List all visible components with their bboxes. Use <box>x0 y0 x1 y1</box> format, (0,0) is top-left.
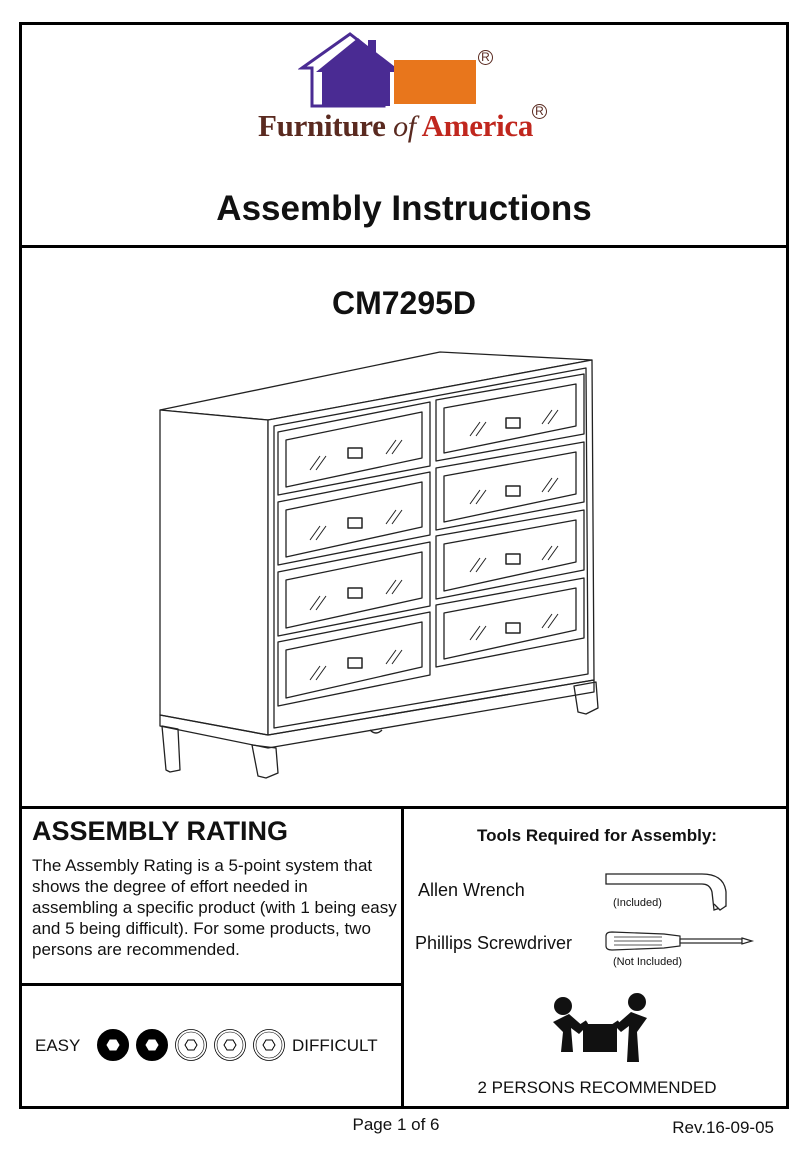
assembly-rating-heading: ASSEMBLY RATING <box>32 816 289 846</box>
brand-name <box>258 108 533 144</box>
tools-heading: Tools Required for Assembly: <box>477 826 717 845</box>
dresser-illustration <box>150 340 610 785</box>
tool-note-allen-wrench: (Included) <box>613 897 662 909</box>
revision-number: Rev.16-09-05 <box>672 1118 774 1137</box>
tool-note-phillips-screwdriver: (Not Included) <box>613 956 683 968</box>
rating-nut-empty-icon <box>252 1028 286 1062</box>
rating-nut-filled-icon <box>135 1028 169 1062</box>
divider-product <box>19 806 789 809</box>
tool-name-allen-wrench: Allen Wrench <box>418 880 525 900</box>
registered-mark-name: R <box>532 104 547 119</box>
easy-label: EASY <box>35 1036 81 1055</box>
screwdriver-icon <box>604 928 756 954</box>
two-persons-icon <box>551 992 651 1064</box>
page-title: Assembly Instructions <box>216 189 592 228</box>
tool-name-phillips-screwdriver: Phillips Screwdriver <box>415 933 573 953</box>
divider-header <box>19 245 789 248</box>
page-number: Page 1 of 6 <box>352 1115 440 1134</box>
brand-word-furniture: Furniture <box>258 108 386 143</box>
model-number: CM7295D <box>331 285 477 321</box>
persons-recommended: 2 PERSONS RECOMMENDED <box>477 1078 717 1097</box>
divider-rating <box>19 983 404 986</box>
divider-vertical <box>401 806 404 1109</box>
logo-house-icon <box>298 28 498 108</box>
brand-word-of: of <box>393 110 416 143</box>
rating-nut-empty-icon <box>213 1028 247 1062</box>
brand-word-america: America <box>421 108 534 143</box>
rating-nut-filled-icon <box>96 1028 130 1062</box>
rating-nut-empty-icon <box>174 1028 208 1062</box>
registered-mark-top: R <box>478 50 493 65</box>
difficult-label: DIFFICULT <box>292 1036 378 1055</box>
assembly-rating-description: The Assembly Rating is a 5-point system that shows the degree of effort needed in assembling a specific product (with 1 being easy and 5 being difficult). For some products, two persons are recommended. <box>32 856 397 959</box>
